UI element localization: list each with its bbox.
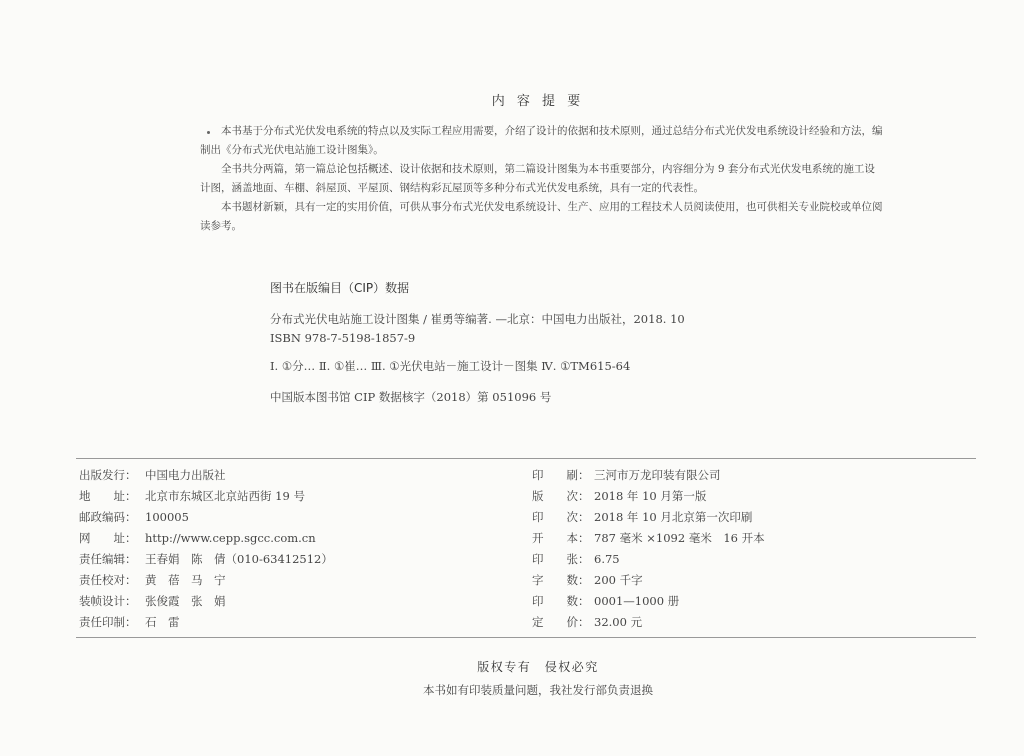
print-supervisor-label: 责任印制： (79, 615, 137, 629)
cip-isbn: ISBN 978-7-5198-1857-9 (270, 331, 416, 345)
print-supervisor-row (79, 614, 180, 630)
editor-label: 责任编辑： (79, 552, 137, 566)
website-value: http://www.cepp.sgcc.com.cn (145, 531, 316, 545)
format-label: 开 本： (532, 531, 590, 545)
printer-row (532, 467, 721, 483)
postcode-label: 邮政编码： (79, 510, 137, 524)
designer-value: 张俊霞 张 娟 (145, 594, 226, 608)
sheets-label: 印 张： (532, 552, 590, 566)
printer-value: 三河市万龙印装有限公司 (594, 468, 721, 482)
designer-row (79, 593, 226, 609)
price-row (532, 614, 642, 630)
edition-value: 2018 年 10 月第一版 (594, 489, 707, 503)
editor-value: 王春娟 陈 倩（010-63412512） (145, 552, 333, 566)
publisher-value: 中国电力出版社 (145, 468, 226, 482)
address-value: 北京市东城区北京站西街 19 号 (145, 489, 305, 503)
summary-title: 内 容 提 要 (491, 94, 585, 109)
rights-note: 本书如有印装质量问题，我社发行部负责退换 (423, 683, 653, 697)
address-row (79, 488, 305, 504)
address-label: 地 址： (79, 489, 137, 503)
print-run-row (532, 593, 679, 609)
cip-classification: Ⅰ. ①分… Ⅱ. ①崔… Ⅲ. ①光伏电站－施工设计－图集 Ⅳ. ①TM615-64 (270, 359, 631, 373)
summary-body (200, 122, 884, 236)
impression-label: 印 次： (532, 510, 590, 524)
proofreader-row (79, 572, 226, 588)
wordcount-label: 字 数： (532, 573, 590, 587)
price-label: 定 价： (532, 615, 590, 629)
cip-title-line: 分布式光伏电站施工设计图集 / 崔勇等编著. —北京：中国电力出版社，2018. 10 (270, 312, 685, 326)
print-supervisor-value: 石 雷 (145, 615, 180, 629)
rights-title: 版权专有 侵权必究 (477, 660, 599, 674)
sheets-row (532, 551, 620, 567)
edition-label: 版 次： (532, 489, 590, 503)
price-value: 32.00 元 (594, 615, 643, 629)
impression-row (532, 509, 752, 525)
editor-row (79, 551, 333, 567)
top-divider (76, 458, 976, 459)
proofreader-value: 黄 蓓 马 宁 (145, 573, 226, 587)
designer-label: 装帧设计： (79, 594, 137, 608)
cip-heading: 图书在版编目（CIP）数据 (270, 281, 410, 295)
cip-number: 中国版本图书馆 CIP 数据核字（2018）第 051096 号 (270, 390, 552, 404)
publisher-label: 出版发行： (79, 468, 137, 482)
impression-value: 2018 年 10 月北京第一次印刷 (594, 510, 753, 524)
printer-label: 印 刷： (532, 468, 590, 482)
print-run-label: 印 数： (532, 594, 590, 608)
wordcount-value: 200 千字 (594, 573, 643, 587)
format-value: 787 毫米 ×1092 毫米 16 开本 (594, 531, 765, 545)
edition-row (532, 488, 706, 504)
website-row (79, 530, 316, 546)
summary-paragraph-1: 本书基于分布式光伏发电系统的特点以及实际工程应用需要，介绍了设计的依据和技术原则，通过总结分布式光伏发电系统设计经验和方法，编制出《分布式光伏电站施工设计图集》。 (200, 125, 883, 156)
bottom-divider (76, 637, 976, 638)
print-run-value: 0001—1000 册 (594, 594, 680, 608)
summary-paragraph-3: 本书题材新颖，具有一定的实用价值，可供从事分布式光伏发电系统设计、生产、应用的工程技术人员阅读使用，也可供相关专业院校或单位阅读参考。 (200, 201, 883, 232)
format-row (532, 530, 765, 546)
website-label: 网 址： (79, 531, 137, 545)
postcode-value: 100005 (145, 510, 189, 524)
summary-paragraph-2: 全书共分两篇，第一篇总论包括概述、设计依据和技术原则，第二篇设计图集为本书重要部分，内容细分为 9 套分布式光伏发电系统的施工设计图，涵盖地面、车棚、斜屋顶、平屋顶、钢结构彩瓦屋顶等多种分布式光伏发电系统，具有一定的代表性。 (200, 163, 875, 194)
publisher-row (79, 467, 226, 483)
wordcount-row (532, 572, 643, 588)
sheets-value: 6.75 (594, 552, 620, 566)
proofreader-label: 责任校对： (79, 573, 137, 587)
postcode-row (79, 509, 189, 525)
